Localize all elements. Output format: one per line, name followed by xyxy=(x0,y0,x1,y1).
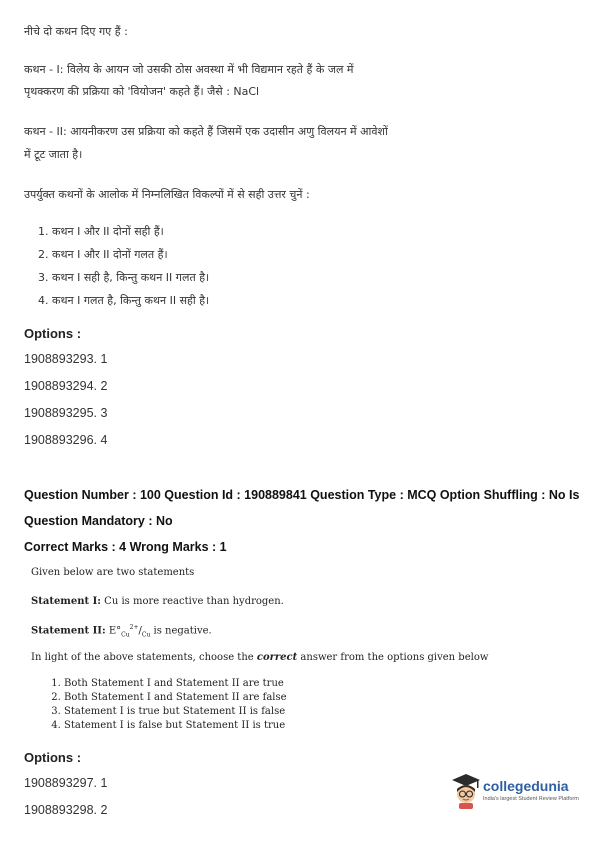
question-emphasis: correct xyxy=(256,652,298,663)
english-statement-1 xyxy=(31,596,284,607)
question-meta-line-3: Correct Marks : 4 Wrong Marks : 1 xyxy=(24,540,227,554)
electrode-potential-symbol: E° xyxy=(105,625,122,637)
hindi-choice-list xyxy=(24,224,575,316)
english-choice: 1. Both Statement I and Statement II are true xyxy=(64,677,575,691)
hindi-statement-2-line-1: कथन - II: आयनीकरण उस प्रक्रिया को कहते हैं जिसमें एक उदासीन अणु विलयन में आवेशों xyxy=(24,125,388,138)
english-choice: 4. Statement I is false but Statement II is true xyxy=(64,719,575,733)
hindi-choice: 3. कथन I सही है, किन्तु कथन II गलत है। xyxy=(52,270,575,285)
question-text-pre: In light of the above statements, choose the xyxy=(31,652,257,663)
question-meta-line-2: Question Mandatory : No xyxy=(24,514,173,528)
english-intro: Given below are two statements xyxy=(31,567,195,578)
options-title: Options : xyxy=(24,326,82,341)
statement-1-label: Statement I: xyxy=(31,596,101,607)
graduate-mascot-icon xyxy=(450,772,482,810)
superscript-charge: 2+ xyxy=(129,624,139,631)
statement-1-text: Cu is more reactive than hydrogen. xyxy=(101,596,284,607)
logo-wordmark: collegedunia xyxy=(483,778,569,794)
option-item: 1908893296. 4 xyxy=(24,433,108,447)
hindi-choice: 1. कथन I और II दोनों सही हैं। xyxy=(52,224,575,239)
hindi-choice: 4. कथन I गलत है, किन्तु कथन II सही है। xyxy=(52,293,575,308)
options-title: Options : xyxy=(24,750,82,765)
collegedunia-logo xyxy=(450,772,590,812)
option-item: 1908893294. 2 xyxy=(24,379,108,393)
hindi-statement-1-line-1: कथन - I: विलेय के आयन जो उसकी ठोस अवस्था में भी विद्यमान रहते हैं के जल में xyxy=(24,63,354,76)
subscript-cu: Cu xyxy=(121,631,130,639)
statement-2-text: is negative. xyxy=(150,625,212,637)
english-statement-2 xyxy=(31,624,212,638)
option-item: 1908893298. 2 xyxy=(24,803,108,817)
subscript-cu: Cu xyxy=(141,631,151,639)
hindi-statement-1-line-2: पृथक्करण की प्रक्रिया को 'वियोजन' कहते हैं। जैसे : NaCl xyxy=(24,85,260,98)
english-choice: 3. Statement I is true but Statement II is false xyxy=(64,705,575,719)
logo-tagline: India's largest Student Review Platform xyxy=(483,796,579,802)
question-meta-line-1: Question Number : 100 Question Id : 190889841 Question Type : MCQ Option Shuffling : No Is xyxy=(24,488,580,502)
hindi-intro: नीचे दो कथन दिए गए हैं : xyxy=(24,25,128,38)
english-choice-list xyxy=(24,677,575,733)
statement-2-label: Statement II: xyxy=(31,625,106,637)
option-item: 1908893293. 1 xyxy=(24,352,108,366)
hindi-question: उपर्युक्त कथनों के आलोक में निम्नलिखित विकल्पों में से सही उत्तर चुनें : xyxy=(24,188,310,201)
hindi-choice: 2. कथन I और II दोनों गलत हैं। xyxy=(52,247,575,262)
hindi-statement-2-line-2: में टूट जाता है। xyxy=(24,148,83,161)
english-question xyxy=(31,652,488,663)
option-item: 1908893295. 3 xyxy=(24,406,108,420)
option-item: 1908893297. 1 xyxy=(24,776,108,790)
slash: / xyxy=(138,625,142,637)
english-choice: 2. Both Statement I and Statement II are false xyxy=(64,691,575,705)
question-text-post: answer from the options given below xyxy=(297,652,489,663)
